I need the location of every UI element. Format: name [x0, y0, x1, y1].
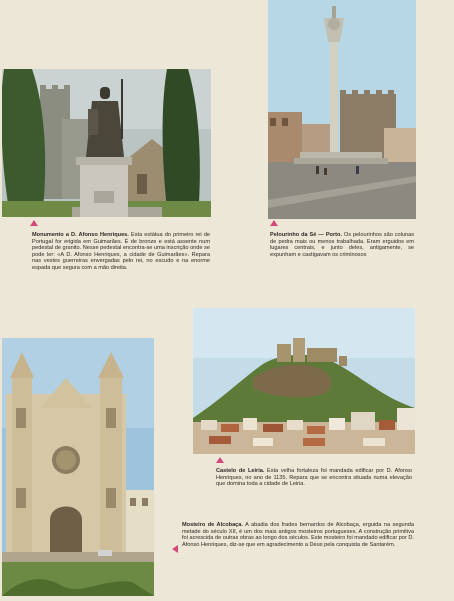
caption-pelourinho-title: Pelourinho da Sé — Porto. [270, 232, 342, 238]
caption-monument-title: Monumento a D. Afonso Henriques. [32, 232, 129, 238]
caption-marker-leiria [216, 457, 224, 463]
caption-marker-pelourinho [270, 220, 278, 226]
caption-leiria [216, 468, 412, 488]
caption-marker-monument [30, 220, 38, 226]
caption-alcobaca-title: Mosteiro de Alcobaça. [182, 522, 243, 528]
photo-castelo-leiria [193, 308, 415, 454]
photo-pelourinho-porto [268, 0, 416, 219]
caption-monument-body: Esta estátua do primeiro rei de Portugal for erigida em Guimarães. É de bronze e está assente num pedestal de granito. Nesse pedestal encontra-se uma inscrição onde se pode ler: «A D. Afonso Henriques, a cidade de Guimarães». Repara nas vestes guerreiras envergadas pelo rei, no escudo e na enorme espada que segura com a mão direita. [32, 232, 211, 271]
photo-monument-afonso-henriques [2, 69, 211, 217]
caption-pelourinho-body: Os pelourinhos são colunas de pedra mais ou menos trabalhada. Eram erguidos em lugares centrais, e junto deles, antigamente, se expunham e castigavam os criminosos [270, 232, 414, 258]
photo-mosteiro-alcobaca [2, 338, 154, 596]
caption-pelourinho [270, 232, 414, 258]
caption-alcobaca-body: A abadia dos frades bernardos de Alcobaça, erguida na segunda metade do século XII, é um dos mais antigos mosteiros portugueses. A construção primitiva foi acrescida de outras obras ao longo dos séculos. Este mosteiro foi mandado edificar por D. Afonso Henriques, diz-se que em agradecimento a Deus pela conquista de Santarém. [182, 522, 414, 548]
caption-leiria-body: Esta velha fortaleza foi mandada edificar por D. Afonso Henriques, no ano de 1135. Repara que se encontra situada numa elevação que domina toda a cidade de Leiria. [216, 468, 412, 487]
caption-leiria-title: Castelo de Leiria. [216, 468, 265, 474]
caption-monument [32, 232, 210, 271]
caption-alcobaca [182, 522, 414, 548]
caption-marker-alcobaca [172, 545, 178, 553]
